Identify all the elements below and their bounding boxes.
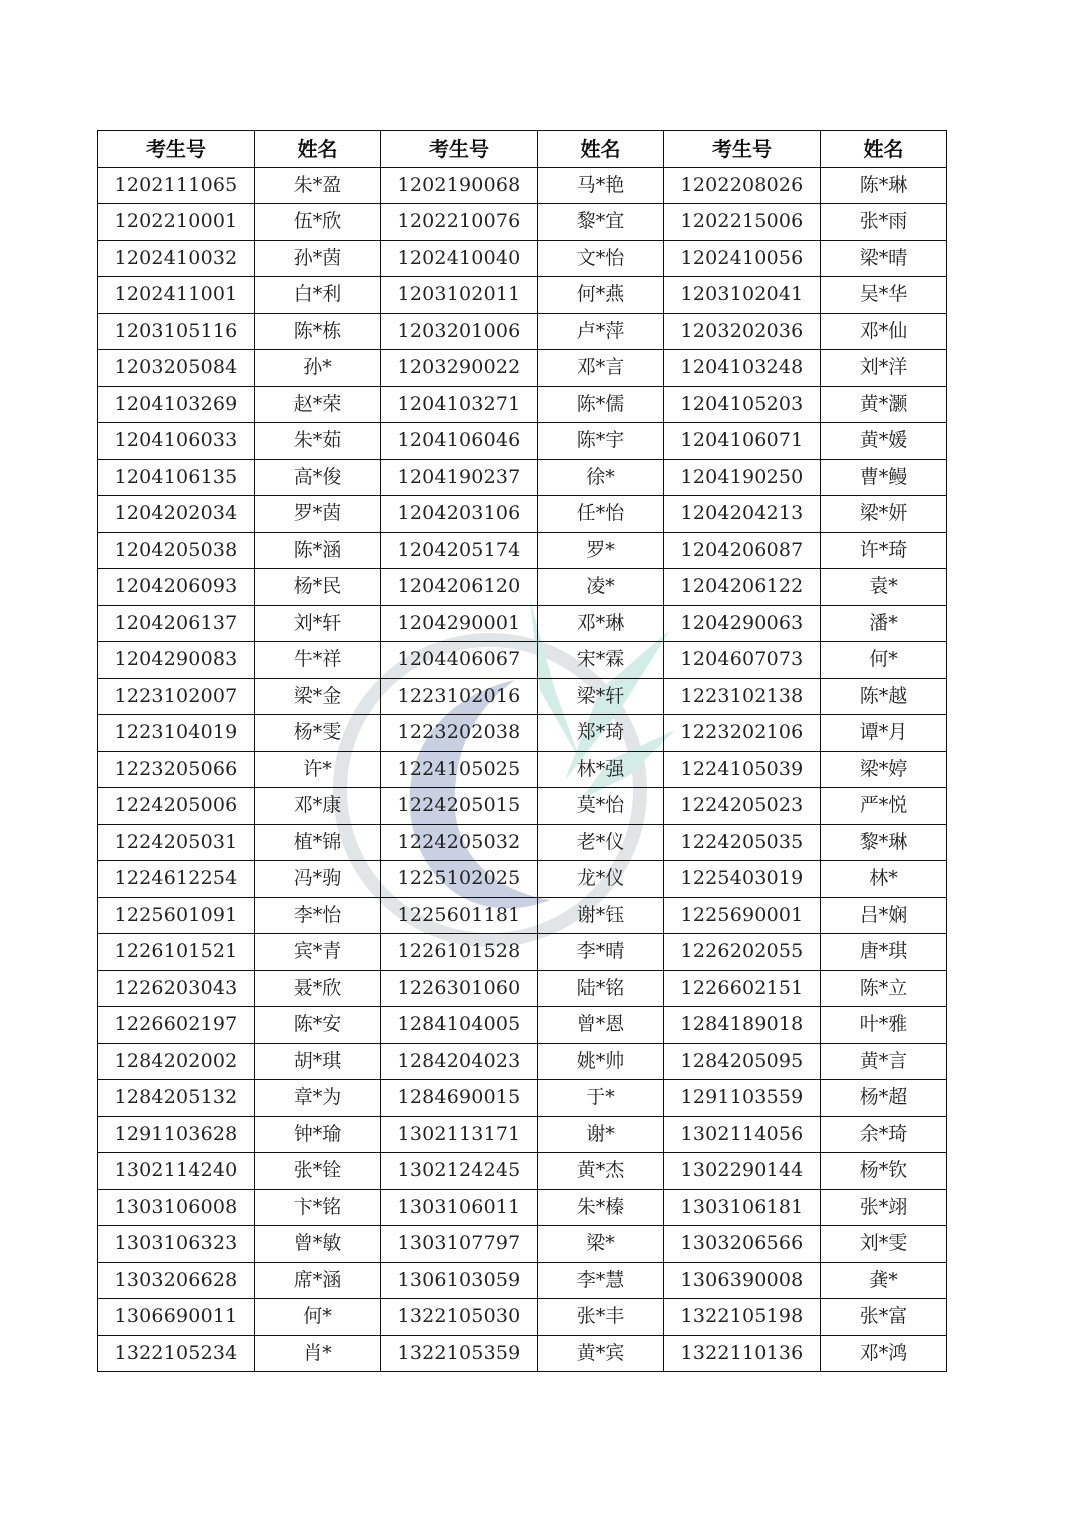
exam-number-cell: 1202190068: [381, 167, 538, 204]
exam-number-cell: 1204103248: [664, 350, 821, 387]
exam-number-cell: 1225601181: [381, 897, 538, 934]
student-name-cell: 袁*: [821, 569, 947, 606]
student-name-cell: 孙*: [255, 350, 381, 387]
student-name-cell: 罗*茵: [255, 496, 381, 533]
exam-number-cell: 1224205006: [98, 788, 255, 825]
table-row: [98, 277, 947, 314]
student-name-cell: 黎*琳: [821, 824, 947, 861]
table-row: [98, 1043, 947, 1080]
table-row: [98, 204, 947, 241]
exam-number-cell: 1224205015: [381, 788, 538, 825]
exam-number-cell: 1302114240: [98, 1153, 255, 1190]
student-name-cell: 刘*洋: [821, 350, 947, 387]
candidate-table: [97, 130, 947, 1372]
exam-number-cell: 1204202034: [98, 496, 255, 533]
table-row: [98, 1262, 947, 1299]
table-row: [98, 496, 947, 533]
student-name-cell: 肖*: [255, 1335, 381, 1372]
student-name-cell: 黄*言: [821, 1043, 947, 1080]
student-name-cell: 梁*晴: [821, 240, 947, 277]
student-name-cell: 聂*欣: [255, 970, 381, 1007]
student-name-cell: 何*燕: [538, 277, 664, 314]
exam-number-cell: 1202410040: [381, 240, 538, 277]
student-name-cell: 邓*仙: [821, 313, 947, 350]
student-name-cell: 曾*敏: [255, 1226, 381, 1263]
student-name-cell: 梁*金: [255, 678, 381, 715]
exam-number-cell: 1226301060: [381, 970, 538, 1007]
exam-number-cell: 1202111065: [98, 167, 255, 204]
exam-number-cell: 1204290083: [98, 642, 255, 679]
student-name-cell: 章*为: [255, 1080, 381, 1117]
student-name-cell: 吴*华: [821, 277, 947, 314]
exam-number-cell: 1284202002: [98, 1043, 255, 1080]
exam-number-cell: 1322105198: [664, 1299, 821, 1336]
student-name-cell: 邓*鸿: [821, 1335, 947, 1372]
student-name-cell: 许*琦: [821, 532, 947, 569]
student-name-cell: 赵*荣: [255, 386, 381, 423]
table-row: [98, 1007, 947, 1044]
exam-number-cell: 1284204023: [381, 1043, 538, 1080]
table-row: [98, 423, 947, 460]
student-name-cell: 刘*雯: [821, 1226, 947, 1263]
student-name-cell: 老*仪: [538, 824, 664, 861]
student-name-cell: 文*怡: [538, 240, 664, 277]
table-row: [98, 1116, 947, 1153]
student-name-cell: 陈*儒: [538, 386, 664, 423]
student-name-cell: 李*慧: [538, 1262, 664, 1299]
student-name-cell: 宾*青: [255, 934, 381, 971]
exam-number-cell: 1204205174: [381, 532, 538, 569]
student-name-cell: 黎*宜: [538, 204, 664, 241]
exam-number-cell: 1322105359: [381, 1335, 538, 1372]
exam-number-cell: 1224205023: [664, 788, 821, 825]
table-row: [98, 970, 947, 1007]
student-name-cell: 牛*祥: [255, 642, 381, 679]
student-name-cell: 曹*鳗: [821, 459, 947, 496]
exam-number-cell: 1203102041: [664, 277, 821, 314]
table-row: [98, 861, 947, 898]
student-name-cell: 杨*超: [821, 1080, 947, 1117]
student-name-cell: 卞*铭: [255, 1189, 381, 1226]
exam-number-cell: 1224105025: [381, 751, 538, 788]
student-name-cell: 张*铨: [255, 1153, 381, 1190]
student-name-cell: 杨*钦: [821, 1153, 947, 1190]
table-row: [98, 459, 947, 496]
exam-number-cell: 1303106323: [98, 1226, 255, 1263]
exam-number-cell: 1284189018: [664, 1007, 821, 1044]
exam-number-cell: 1225690001: [664, 897, 821, 934]
exam-number-cell: 1204206120: [381, 569, 538, 606]
student-name-cell: 林*: [821, 861, 947, 898]
student-name-cell: 何*: [255, 1299, 381, 1336]
exam-number-cell: 1202411001: [98, 277, 255, 314]
student-name-cell: 谢*: [538, 1116, 664, 1153]
exam-number-cell: 1302124245: [381, 1153, 538, 1190]
student-name-cell: 陈*涵: [255, 532, 381, 569]
student-name-cell: 黄*媛: [821, 423, 947, 460]
exam-number-cell: 1284104005: [381, 1007, 538, 1044]
student-name-cell: 莫*怡: [538, 788, 664, 825]
table-row: [98, 715, 947, 752]
exam-number-cell: 1204190237: [381, 459, 538, 496]
exam-number-cell: 1204106046: [381, 423, 538, 460]
table-row: [98, 788, 947, 825]
student-name-cell: 叶*雅: [821, 1007, 947, 1044]
exam-number-cell: 1302113171: [381, 1116, 538, 1153]
table-row: [98, 934, 947, 971]
student-name-cell: 杨*民: [255, 569, 381, 606]
student-name-cell: 朱*盈: [255, 167, 381, 204]
exam-number-cell: 1202210001: [98, 204, 255, 241]
exam-number-cell: 1204105203: [664, 386, 821, 423]
exam-number-cell: 1291103628: [98, 1116, 255, 1153]
exam-number-cell: 1306390008: [664, 1262, 821, 1299]
table-row: [98, 350, 947, 387]
student-name-cell: 严*悦: [821, 788, 947, 825]
exam-number-cell: 1204205038: [98, 532, 255, 569]
table-row: [98, 1153, 947, 1190]
exam-number-cell: 1302290144: [664, 1153, 821, 1190]
exam-number-cell: 1204106033: [98, 423, 255, 460]
student-name-cell: 植*锦: [255, 824, 381, 861]
column-header-exam-number: 考生号: [381, 131, 538, 168]
table-row: [98, 642, 947, 679]
student-name-cell: 宋*霖: [538, 642, 664, 679]
student-name-cell: 陆*铭: [538, 970, 664, 1007]
exam-number-cell: 1225403019: [664, 861, 821, 898]
table-row: [98, 167, 947, 204]
exam-number-cell: 1223202038: [381, 715, 538, 752]
student-name-cell: 唐*琪: [821, 934, 947, 971]
student-name-cell: 朱*榛: [538, 1189, 664, 1226]
student-name-cell: 邓*康: [255, 788, 381, 825]
student-name-cell: 张*富: [821, 1299, 947, 1336]
exam-number-cell: 1204206122: [664, 569, 821, 606]
student-name-cell: 黄*杰: [538, 1153, 664, 1190]
student-name-cell: 梁*: [538, 1226, 664, 1263]
exam-number-cell: 1223104019: [98, 715, 255, 752]
student-name-cell: 陈*安: [255, 1007, 381, 1044]
exam-number-cell: 1204106135: [98, 459, 255, 496]
student-name-cell: 李*怡: [255, 897, 381, 934]
exam-number-cell: 1204290001: [381, 605, 538, 642]
exam-number-cell: 1226101528: [381, 934, 538, 971]
exam-number-cell: 1202410032: [98, 240, 255, 277]
exam-number-cell: 1284205095: [664, 1043, 821, 1080]
student-name-cell: 高*俊: [255, 459, 381, 496]
table-row: [98, 240, 947, 277]
exam-number-cell: 1204206093: [98, 569, 255, 606]
exam-number-cell: 1284205132: [98, 1080, 255, 1117]
exam-number-cell: 1202410056: [664, 240, 821, 277]
student-name-cell: 陈*栋: [255, 313, 381, 350]
table-row: [98, 569, 947, 606]
student-name-cell: 陈*越: [821, 678, 947, 715]
student-name-cell: 张*雨: [821, 204, 947, 241]
student-name-cell: 任*怡: [538, 496, 664, 533]
column-header-exam-number: 考生号: [664, 131, 821, 168]
table-row: [98, 751, 947, 788]
exam-number-cell: 1204103271: [381, 386, 538, 423]
exam-number-cell: 1203102011: [381, 277, 538, 314]
student-name-cell: 席*涵: [255, 1262, 381, 1299]
exam-number-cell: 1204203106: [381, 496, 538, 533]
exam-number-cell: 1204607073: [664, 642, 821, 679]
student-name-cell: 卢*萍: [538, 313, 664, 350]
student-name-cell: 陈*琳: [821, 167, 947, 204]
student-name-cell: 梁*轩: [538, 678, 664, 715]
exam-number-cell: 1302114056: [664, 1116, 821, 1153]
exam-number-cell: 1303206628: [98, 1262, 255, 1299]
exam-number-cell: 1204406067: [381, 642, 538, 679]
exam-number-cell: 1203290022: [381, 350, 538, 387]
student-name-cell: 曾*恩: [538, 1007, 664, 1044]
student-name-cell: 杨*雯: [255, 715, 381, 752]
student-name-cell: 朱*茹: [255, 423, 381, 460]
student-name-cell: 刘*轩: [255, 605, 381, 642]
student-name-cell: 张*翊: [821, 1189, 947, 1226]
table-row: [98, 1335, 947, 1372]
student-name-cell: 林*强: [538, 751, 664, 788]
exam-number-cell: 1223102016: [381, 678, 538, 715]
table-row: [98, 1189, 947, 1226]
exam-number-cell: 1226203043: [98, 970, 255, 1007]
exam-number-cell: 1226602151: [664, 970, 821, 1007]
exam-number-cell: 1223202106: [664, 715, 821, 752]
exam-number-cell: 1322105234: [98, 1335, 255, 1372]
table-row: [98, 1299, 947, 1336]
student-name-cell: 邓*琳: [538, 605, 664, 642]
student-name-cell: 白*利: [255, 277, 381, 314]
table-row: [98, 532, 947, 569]
exam-number-cell: 1224612254: [98, 861, 255, 898]
exam-number-cell: 1303107797: [381, 1226, 538, 1263]
student-name-cell: 陈*宇: [538, 423, 664, 460]
table-row: [98, 313, 947, 350]
student-name-cell: 龙*仪: [538, 861, 664, 898]
student-name-cell: 许*: [255, 751, 381, 788]
student-name-cell: 徐*: [538, 459, 664, 496]
student-name-cell: 凌*: [538, 569, 664, 606]
column-header-name: 姓名: [821, 131, 947, 168]
student-name-cell: 梁*婷: [821, 751, 947, 788]
exam-number-cell: 1224205031: [98, 824, 255, 861]
table-header-row: [98, 131, 947, 168]
table-row: [98, 1080, 947, 1117]
exam-number-cell: 1225102025: [381, 861, 538, 898]
student-name-cell: 陈*立: [821, 970, 947, 1007]
exam-number-cell: 1225601091: [98, 897, 255, 934]
column-header-name: 姓名: [255, 131, 381, 168]
exam-number-cell: 1203201006: [381, 313, 538, 350]
exam-number-cell: 1203205084: [98, 350, 255, 387]
exam-number-cell: 1226202055: [664, 934, 821, 971]
student-name-cell: 龚*: [821, 1262, 947, 1299]
student-name-cell: 郑*琦: [538, 715, 664, 752]
student-name-cell: 邓*言: [538, 350, 664, 387]
student-name-cell: 梁*妍: [821, 496, 947, 533]
column-header-name: 姓名: [538, 131, 664, 168]
student-name-cell: 孙*茵: [255, 240, 381, 277]
student-name-cell: 谢*钰: [538, 897, 664, 934]
exam-number-cell: 1204206137: [98, 605, 255, 642]
table-row: [98, 1226, 947, 1263]
student-name-cell: 李*晴: [538, 934, 664, 971]
exam-number-cell: 1306690011: [98, 1299, 255, 1336]
student-name-cell: 张*丰: [538, 1299, 664, 1336]
exam-number-cell: 1204204213: [664, 496, 821, 533]
table-row: [98, 824, 947, 861]
exam-number-cell: 1303106011: [381, 1189, 538, 1226]
student-name-cell: 余*琦: [821, 1116, 947, 1153]
exam-number-cell: 1303206566: [664, 1226, 821, 1263]
student-name-cell: 姚*帅: [538, 1043, 664, 1080]
student-name-cell: 黄*灏: [821, 386, 947, 423]
exam-number-cell: 1204290063: [664, 605, 821, 642]
exam-number-cell: 1224205035: [664, 824, 821, 861]
exam-number-cell: 1203202036: [664, 313, 821, 350]
exam-number-cell: 1203105116: [98, 313, 255, 350]
exam-number-cell: 1284690015: [381, 1080, 538, 1117]
exam-number-cell: 1306103059: [381, 1262, 538, 1299]
table-body: [98, 167, 947, 1372]
student-name-cell: 胡*琪: [255, 1043, 381, 1080]
exam-number-cell: 1322105030: [381, 1299, 538, 1336]
student-name-cell: 谭*月: [821, 715, 947, 752]
exam-number-cell: 1202210076: [381, 204, 538, 241]
exam-number-cell: 1204206087: [664, 532, 821, 569]
exam-number-cell: 1223102007: [98, 678, 255, 715]
student-name-cell: 马*艳: [538, 167, 664, 204]
exam-number-cell: 1303106008: [98, 1189, 255, 1226]
exam-number-cell: 1204190250: [664, 459, 821, 496]
table-row: [98, 678, 947, 715]
student-name-cell: 吕*娴: [821, 897, 947, 934]
exam-number-cell: 1226602197: [98, 1007, 255, 1044]
exam-number-cell: 1223205066: [98, 751, 255, 788]
exam-number-cell: 1202215006: [664, 204, 821, 241]
exam-number-cell: 1303106181: [664, 1189, 821, 1226]
exam-number-cell: 1202208026: [664, 167, 821, 204]
table-row: [98, 897, 947, 934]
student-name-cell: 于*: [538, 1080, 664, 1117]
student-name-cell: 伍*欣: [255, 204, 381, 241]
column-header-exam-number: 考生号: [98, 131, 255, 168]
table-row: [98, 605, 947, 642]
student-name-cell: 何*: [821, 642, 947, 679]
student-name-cell: 罗*: [538, 532, 664, 569]
table-row: [98, 386, 947, 423]
exam-number-cell: 1224105039: [664, 751, 821, 788]
exam-number-cell: 1204103269: [98, 386, 255, 423]
exam-number-cell: 1224205032: [381, 824, 538, 861]
student-name-cell: 潘*: [821, 605, 947, 642]
student-name-cell: 冯*驹: [255, 861, 381, 898]
exam-number-cell: 1223102138: [664, 678, 821, 715]
student-name-cell: 钟*瑜: [255, 1116, 381, 1153]
exam-number-cell: 1322110136: [664, 1335, 821, 1372]
exam-number-cell: 1204106071: [664, 423, 821, 460]
exam-number-cell: 1226101521: [98, 934, 255, 971]
exam-number-cell: 1291103559: [664, 1080, 821, 1117]
student-name-cell: 黄*宾: [538, 1335, 664, 1372]
